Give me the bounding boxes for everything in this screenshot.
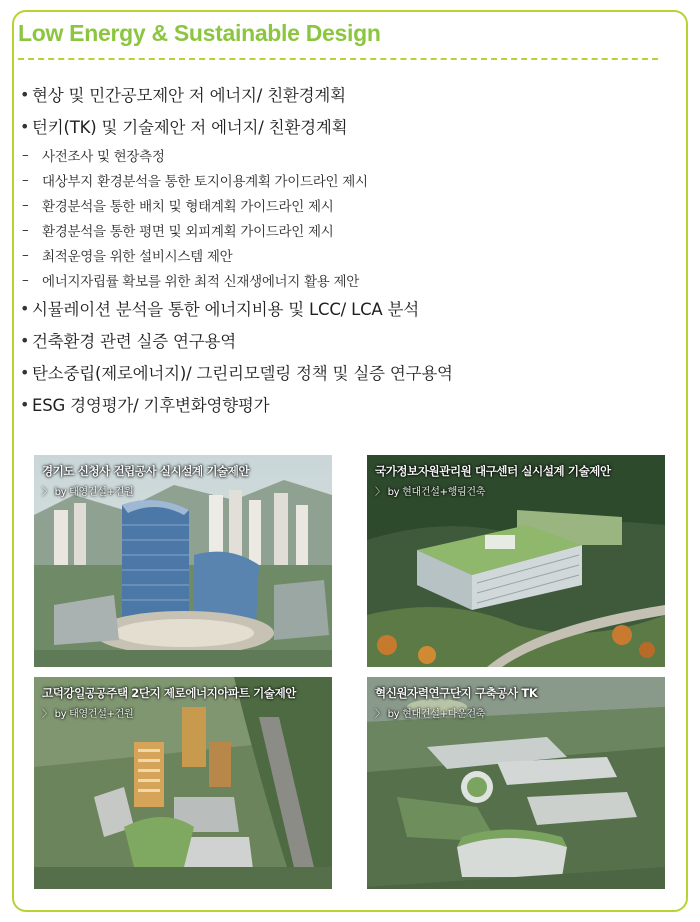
- sub-item: [20, 267, 660, 292]
- dash-mark: –: [22, 146, 29, 163]
- page-title: Low Energy & Sustainable Design: [18, 20, 381, 46]
- sub-item: [20, 217, 660, 242]
- sub-item: [20, 242, 660, 267]
- list-item-text: 탄소중립(제로에너지)/ 그린리모델링 정책 및 실증 연구용역: [32, 364, 453, 383]
- project-image-4: [367, 677, 665, 889]
- list-item-text: 시뮬레이션 분석을 통한 에너지비용 및 LCC/ LCA 분석: [32, 300, 420, 319]
- list-item-text: 턴키(TK) 및 기술제안 저 에너지/ 친환경계획: [32, 118, 348, 137]
- project-credit: 〉 by 현대건설+다운건축: [375, 709, 486, 720]
- project-credit: 〉 by 태영건설+건원: [42, 487, 134, 498]
- service-list: [20, 78, 660, 420]
- project-caption: [375, 685, 659, 720]
- project-title: 국가정보자원관리원 대구센터 실시설계 기술제안: [375, 464, 611, 478]
- bullet-mark: •: [20, 330, 30, 350]
- project-caption: [42, 463, 326, 498]
- sub-item-text: 에너지자립률 확보를 위한 최적 신재생에너지 활용 제안: [42, 273, 359, 290]
- bullet-mark: •: [20, 84, 30, 104]
- dash-mark: –: [22, 171, 29, 188]
- bullet-mark: •: [20, 362, 30, 382]
- sub-item: [20, 142, 660, 167]
- dash-mark: –: [22, 221, 29, 238]
- list-item: [20, 324, 660, 356]
- list-item: [20, 78, 660, 110]
- dash-mark: –: [22, 271, 29, 288]
- sub-item-text: 환경분석을 통한 배치 및 형태계획 가이드라인 제시: [42, 198, 334, 215]
- sub-item-text: 최적운영을 위한 설비시스템 제안: [42, 248, 233, 265]
- list-item: [20, 388, 660, 420]
- list-item: [20, 110, 660, 142]
- project-image-2: [367, 455, 665, 667]
- project-title: 혁신원자력연구단지 구축공사 TK: [375, 686, 538, 700]
- list-item-text: 건축환경 관련 실증 연구용역: [32, 332, 237, 351]
- sub-item-text: 대상부지 환경분석을 통한 토지이용계획 가이드라인 제시: [42, 173, 368, 190]
- project-credit: 〉 by 현대건설+행림건축: [375, 487, 486, 498]
- project-credit: 〉 by 태영건설+건원: [42, 709, 134, 720]
- list-item: [20, 356, 660, 388]
- bullet-mark: •: [20, 116, 30, 136]
- list-item-text: ESG 경영평가/ 기후변화영향평가: [32, 396, 270, 415]
- project-caption: [42, 685, 326, 720]
- sub-item: [20, 192, 660, 217]
- project-title: 고덕강일공공주택 2단지 제로에너지아파트 기술제안: [42, 686, 297, 700]
- dash-mark: –: [22, 246, 29, 263]
- list-item: [20, 292, 660, 324]
- sub-item: [20, 167, 660, 192]
- project-image-1: [34, 455, 332, 667]
- project-title: 경기도 신청사 건립공사 실시설계 기술제안: [42, 464, 250, 478]
- dash-mark: –: [22, 196, 29, 213]
- bullet-mark: •: [20, 298, 30, 318]
- title-divider: [18, 58, 658, 60]
- bullet-mark: •: [20, 394, 30, 414]
- list-item-text: 현상 및 민간공모제안 저 에너지/ 친환경계획: [32, 86, 346, 105]
- sub-item-text: 사전조사 및 현장측정: [42, 148, 165, 165]
- sub-item-text: 환경분석을 통한 평면 및 외피계획 가이드라인 제시: [42, 223, 334, 240]
- project-caption: [375, 463, 659, 498]
- project-image-3: [34, 677, 332, 889]
